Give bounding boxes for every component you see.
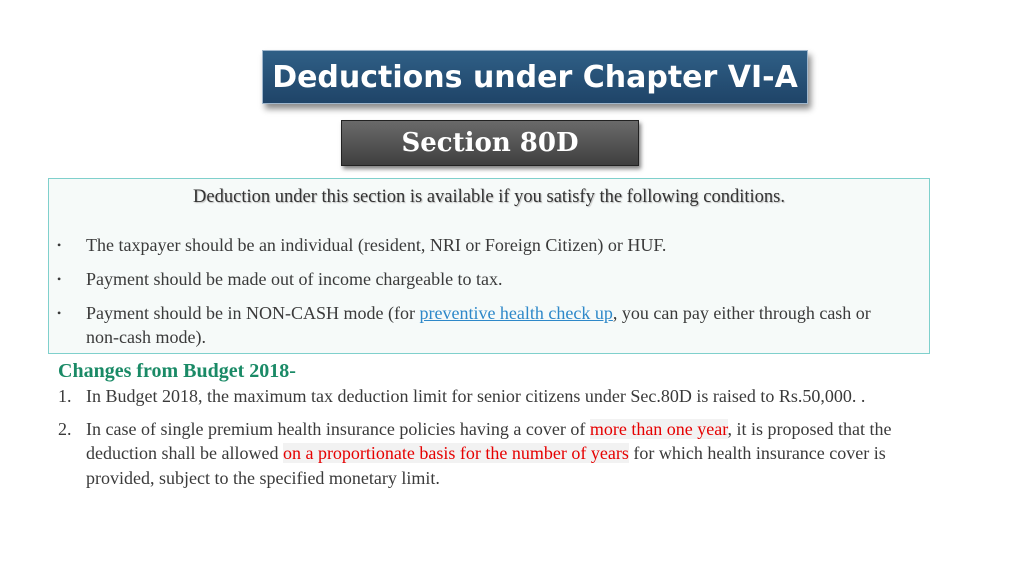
- section-heading: Section 80D: [401, 128, 579, 158]
- condition-text-continued: , you can pay either through cash or non-cash mode).: [86, 303, 871, 347]
- change-item: [58, 417, 898, 491]
- condition-item: [57, 301, 877, 349]
- condition-text: Payment should be in NON-CASH mode (for: [86, 303, 420, 323]
- condition-item: [57, 233, 877, 257]
- conditions-list: [57, 233, 877, 359]
- change-text: In Budget 2018, the maximum tax deduction limit for senior citizens under Sec.80D is raised to Rs.50,000. .: [86, 386, 866, 406]
- preventive-health-link[interactable]: preventive health check up: [419, 303, 613, 323]
- conditions-intro: Deduction under this section is available if you satisfy the following conditions.: [193, 187, 785, 207]
- item-number: 1.: [58, 386, 72, 406]
- condition-text: The taxpayer should be an individual (resident, NRI or Foreign Citizen) or HUF.: [86, 235, 667, 255]
- highlight-text: more than one year: [589, 418, 728, 439]
- item-number: 2.: [58, 418, 72, 439]
- conditions-box: [48, 178, 930, 354]
- condition-item: [57, 267, 877, 291]
- change-item: [58, 384, 898, 409]
- change-text-end: for which health insurance cover is provided, subject to the specified monetary limit.: [86, 443, 886, 488]
- highlight-text: on a proportionate basis for the number of years: [282, 443, 629, 463]
- changes-list: [58, 384, 898, 498]
- change-text-continued: , it is proposed that the deduction shall be allowed: [86, 418, 892, 463]
- change-text: In case of single premium health insurance policies having a cover of: [86, 418, 590, 439]
- changes-heading: Changes from Budget 2018-: [58, 360, 296, 382]
- condition-text: Payment should be made out of income chargeable to tax.: [86, 269, 503, 289]
- page-title: Deductions under Chapter VI-A: [272, 59, 798, 95]
- title-banner: [262, 50, 808, 104]
- section-banner: [341, 120, 639, 166]
